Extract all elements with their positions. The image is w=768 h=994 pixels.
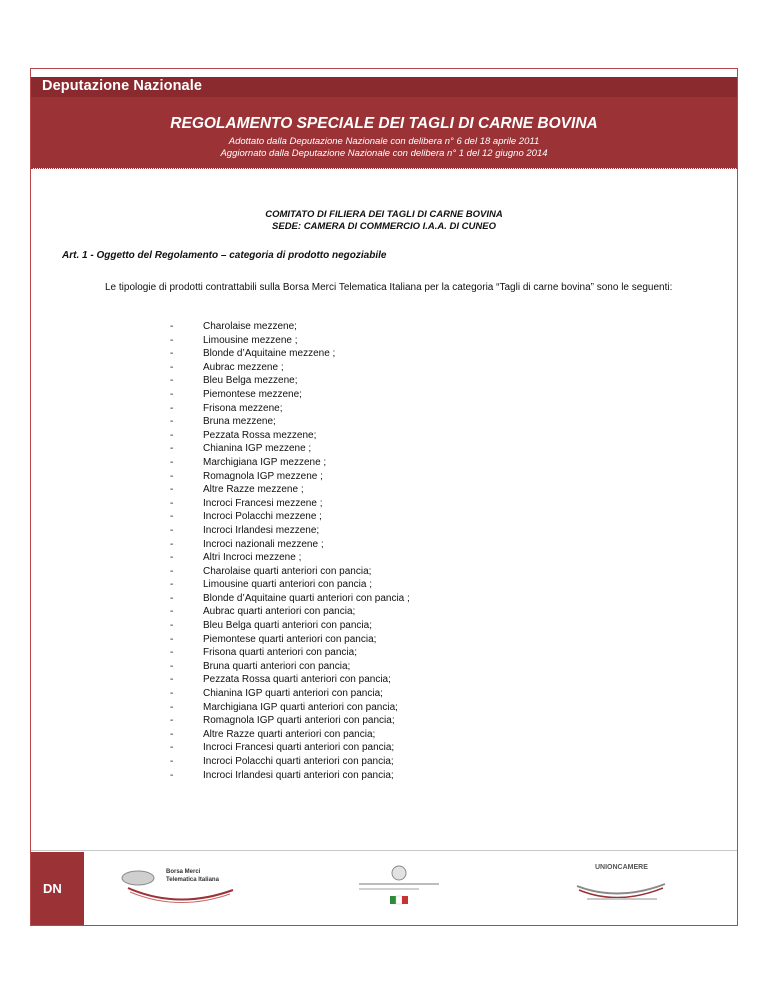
unioncamere-logo: [573, 862, 673, 907]
list-item-label: Bleu Belga quarti anteriori con pancia;: [203, 620, 372, 632]
update-note: Aggiornato dalla Deputazione Nazionale con delibera n° 1 del 12 giugno 2014: [220, 148, 548, 159]
list-item: [170, 361, 410, 375]
list-item-label: Pezzata Rossa quarti anteriori con pancia;: [203, 674, 391, 686]
list-item-label: Incroci nazionali mezzene ;: [203, 538, 324, 550]
list-item: [170, 578, 410, 592]
list-item: [170, 755, 410, 769]
list-item: [170, 442, 410, 456]
list-item-label: Aubrac mezzene ;: [203, 361, 284, 373]
list-item-label: Blonde d’Aquitaine quarti anteriori con pancia ;: [203, 592, 410, 604]
list-item: [170, 415, 410, 429]
list-item: [170, 470, 410, 484]
list-item-label: Blonde d’Aquitaine mezzene ;: [203, 348, 336, 360]
bullet-dash: -: [170, 715, 174, 727]
bullet-dash: -: [170, 429, 174, 441]
bullet-dash: -: [170, 334, 174, 346]
document-title: REGOLAMENTO SPECIALE DEI TAGLI DI CARNE BOVINA: [170, 115, 598, 132]
list-item: [170, 497, 410, 511]
bullet-dash: -: [170, 524, 174, 536]
bullet-dash: -: [170, 756, 174, 767]
ministry-logo: [355, 864, 445, 914]
bullet-dash: -: [170, 633, 174, 645]
list-item: [170, 605, 410, 619]
bullet-dash: -: [170, 674, 174, 686]
list-item: [170, 673, 410, 687]
bullet-dash: -: [170, 497, 174, 509]
header-divider: [31, 168, 737, 169]
list-item-label: Incroci Polacchi mezzene ;: [203, 511, 322, 523]
list-item-label: Romagnola IGP mezzene ;: [203, 470, 323, 482]
article-intro: Le tipologie di prodotti contrattabili sulla Borsa Merci Telematica Italiana per la categoria “Tagli di carne bovina” sono le seguenti:: [105, 282, 673, 293]
bullet-dash: -: [170, 375, 174, 387]
bullet-dash: -: [170, 348, 174, 360]
list-item-label: Charolaise mezzene;: [203, 321, 297, 332]
borsa-merci-logo: [118, 860, 288, 910]
article-heading: Art. 1 - Oggetto del Regolamento – categoria di prodotto negoziabile: [62, 250, 387, 261]
list-item: [170, 524, 410, 538]
list-item: [170, 619, 410, 633]
list-item-label: Piemontese mezzene;: [203, 388, 302, 400]
list-item: [170, 741, 410, 755]
adoption-note: Adottato dalla Deputazione Nazionale con delibera n° 6 del 18 aprile 2011: [228, 136, 540, 147]
borsa-line2: Telematica Italiana: [166, 877, 219, 883]
bullet-dash: -: [170, 579, 174, 591]
list-item-label: Altre Razze mezzene ;: [203, 484, 304, 496]
list-item-label: Marchigiana IGP mezzene ;: [203, 456, 327, 468]
list-item-label: Romagnola IGP quarti anteriori con pancia;: [203, 715, 395, 727]
bullet-dash: -: [170, 361, 174, 373]
bullet-dash: -: [170, 511, 174, 523]
list-item: [170, 728, 410, 742]
bullet-dash: -: [170, 688, 174, 700]
list-item-label: Limousine quarti anteriori con pancia ;: [203, 579, 372, 591]
list-item: [170, 701, 410, 715]
bullet-dash: -: [170, 552, 174, 564]
list-item-label: Frisona quarti anteriori con pancia;: [203, 647, 357, 659]
bullet-dash: -: [170, 565, 174, 577]
list-item-label: Incroci Polacchi quarti anteriori con pancia;: [203, 756, 394, 767]
bullet-dash: -: [170, 321, 174, 332]
dn-badge: [31, 852, 84, 925]
list-item-label: Incroci Francesi mezzene ;: [203, 497, 323, 509]
list-item: [170, 538, 410, 552]
bullet-dash: -: [170, 660, 174, 672]
list-item: [170, 714, 410, 728]
list-item-label: Frisona mezzene;: [203, 402, 283, 414]
list-item-label: Incroci Irlandesi mezzene;: [203, 524, 320, 536]
list-item-label: Bleu Belga mezzene;: [203, 375, 298, 387]
ministry-emblem-icon: [355, 864, 445, 914]
bullet-dash: -: [170, 620, 174, 632]
bullet-dash: -: [170, 416, 174, 428]
list-item-label: Incroci Francesi quarti anteriori con pancia;: [203, 742, 395, 754]
list-item-label: Bruna quarti anteriori con pancia;: [203, 660, 351, 672]
bullet-dash: -: [170, 443, 174, 455]
list-item: [170, 592, 410, 606]
bullet-dash: -: [170, 647, 174, 659]
list-item: [170, 510, 410, 524]
list-item: [170, 456, 410, 470]
list-item: [170, 334, 410, 348]
list-item-label: Altre Razze quarti anteriori con pancia;: [203, 728, 376, 740]
org-name: Deputazione Nazionale: [42, 78, 203, 94]
list-item: [170, 374, 410, 388]
list-item-label: Chianina IGP mezzene ;: [203, 443, 312, 455]
bullet-dash: -: [170, 456, 174, 468]
footer-divider: [31, 850, 737, 851]
committee-name: COMITATO DI FILIERA DEI TAGLI DI CARNE BOVINA: [265, 209, 503, 220]
list-item-label: Bruna mezzene;: [203, 416, 276, 428]
list-item-label: Chianina IGP quarti anteriori con pancia;: [203, 688, 383, 700]
product-list: [170, 320, 410, 782]
list-item: [170, 633, 410, 647]
bullet-dash: -: [170, 484, 174, 496]
list-item-label: Incroci Irlandesi quarti anteriori con pancia;: [203, 769, 394, 781]
list-item: [170, 687, 410, 701]
list-item-label: Altri Incroci mezzene ;: [203, 552, 302, 564]
list-item: [170, 769, 410, 783]
list-item: [170, 402, 410, 416]
bullet-dash: -: [170, 538, 174, 550]
bullet-dash: -: [170, 470, 174, 482]
list-item: [170, 429, 410, 443]
bullet-dash: -: [170, 742, 174, 754]
bullet-dash: -: [170, 592, 174, 604]
list-item: [170, 347, 410, 361]
bullet-dash: -: [170, 402, 174, 414]
list-item-label: Marchigiana IGP quarti anteriori con pancia;: [203, 701, 398, 713]
list-item-label: Aubrac quarti anteriori con pancia;: [203, 606, 356, 618]
bullet-dash: -: [170, 701, 174, 713]
list-item: [170, 551, 410, 565]
bullet-dash: -: [170, 728, 174, 740]
bullet-dash: -: [170, 606, 174, 618]
unioncamere-label: UNIONCAMERE: [595, 864, 648, 871]
borsa-swoosh-icon: [118, 860, 288, 910]
list-item: [170, 483, 410, 497]
list-item: [170, 388, 410, 402]
list-item: [170, 565, 410, 579]
list-item: [170, 320, 410, 334]
list-item-label: Limousine mezzene ;: [203, 334, 298, 346]
list-item-label: Pezzata Rossa mezzene;: [203, 429, 317, 441]
bullet-dash: -: [170, 769, 174, 781]
list-item: [170, 660, 410, 674]
list-item: [170, 646, 410, 660]
borsa-line1: Borsa Merci: [166, 869, 201, 875]
list-item-label: Charolaise quarti anteriori con pancia;: [203, 565, 372, 577]
dn-badge-label: DN: [43, 881, 62, 896]
bullet-dash: -: [170, 388, 174, 400]
committee-seat: SEDE: CAMERA DI COMMERCIO I.A.A. DI CUNEO: [272, 221, 496, 232]
list-item-label: Piemontese quarti anteriori con pancia;: [203, 633, 377, 645]
